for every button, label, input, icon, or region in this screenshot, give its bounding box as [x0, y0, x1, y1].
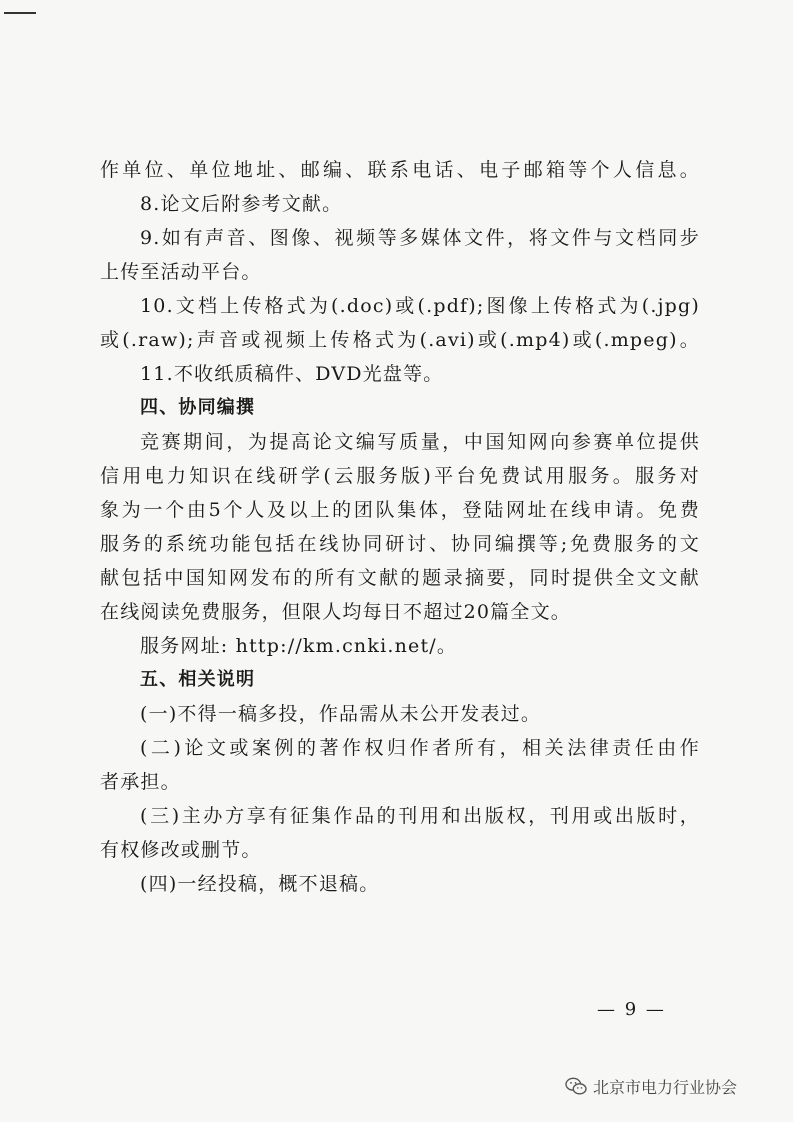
service-url-line: 服务网址: http://km.cnki.net/。: [140, 635, 458, 657]
paragraph-line: 象为一个由5个人及以上的团队集体，登陆网址在线申请。免费: [100, 499, 700, 521]
paragraph-line: 或(.raw);声音或视频上传格式为(.avi)或(.mp4)或(.mpeg)。: [100, 329, 700, 351]
paragraph-line: 11.不收纸质稿件、DVD光盘等。: [140, 363, 444, 385]
watermark-text: 北京市电力行业协会: [593, 1078, 738, 1097]
paragraph-line: 献包括中国知网发布的所有文献的题录摘要，同时提供全文文献: [100, 567, 700, 589]
paragraph-line: (一)不得一稿多投，作品需从未公开发表过。: [140, 703, 542, 725]
paragraph-line: 者承担。: [100, 771, 181, 793]
paragraph-line: 作单位、单位地址、邮编、联系电话、电子邮箱等个人信息。: [100, 159, 700, 181]
paragraph-line: 在线阅读免费服务，但限人均每日不超过20篇全文。: [100, 601, 571, 623]
paragraph-line: 上传至活动平台。: [100, 261, 262, 283]
paragraph-line: (三)主办方享有征集作品的刊用和出版权，刊用或出版时，: [140, 805, 700, 827]
paragraph-line: 8.论文后附参考文献。: [140, 193, 343, 215]
section-heading: 四、协同编撰: [140, 397, 256, 418]
paragraph-line: 信用电力知识在线研学(云服务版)平台免费试用服务。服务对: [100, 465, 700, 487]
paragraph-line: 服务的系统功能包括在线协同研讨、协同编撰等;免费服务的文: [100, 533, 700, 555]
paragraph-line: 10.文档上传格式为(.doc)或(.pdf);图像上传格式为(.jpg): [140, 295, 700, 317]
corner-mark: [4, 12, 36, 14]
paragraph-line: 有权修改或删节。: [100, 839, 262, 861]
wechat-icon: [565, 1077, 587, 1097]
document-body: [100, 153, 700, 901]
paragraph-line: 竞赛期间，为提高论文编写质量，中国知网向参赛单位提供: [140, 431, 700, 453]
paragraph-line: (四)一经投稿，概不退稿。: [140, 873, 380, 895]
section-heading: 五、相关说明: [140, 669, 256, 690]
watermark: [565, 1075, 737, 1098]
paragraph-line: (二)论文或案例的著作权归作者所有，相关法律责任由作: [140, 737, 700, 759]
paragraph-line: 9.如有声音、图像、视频等多媒体文件，将文件与文档同步: [140, 227, 700, 249]
page-number: — 9 —: [597, 999, 666, 1020]
